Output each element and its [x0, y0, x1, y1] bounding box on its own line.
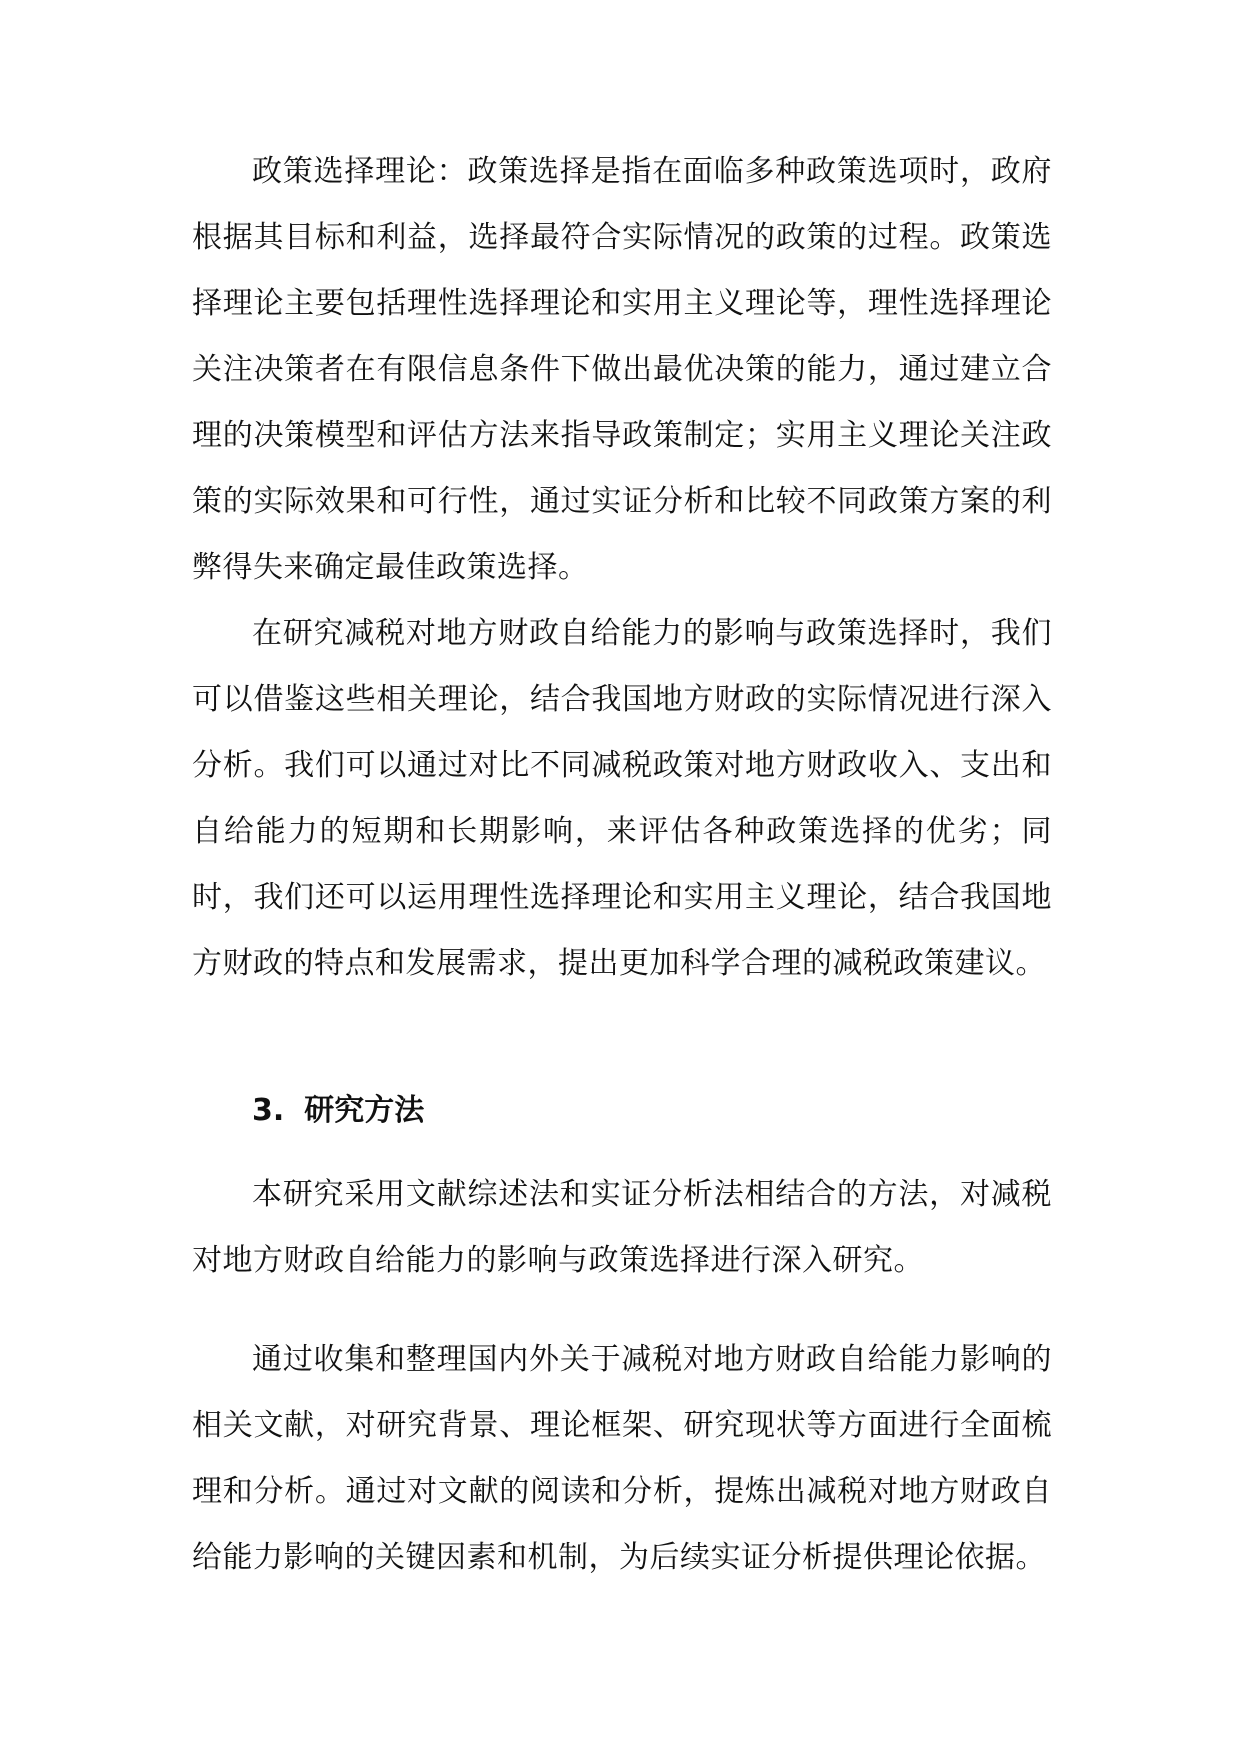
- section-title: 研究方法: [304, 1093, 425, 1128]
- paragraph-theory-application: 在研究减税对地方财政自给能力的影响与政策选择时，我们可以借鉴这些相关理论，结合我国地方财政的实际情况进行深入分析。我们可以通过对比不同减税政策对地方财政收入、支出和自给能力的短期和长期影响，来评估各种政策选择的优劣；同时，我们还可以运用理性选择理论和实用主义理论，结合我国地方财政的特点和发展需求，提出更加科学合理的减税政策建议。: [192, 616, 1052, 981]
- section-heading: [252, 1086, 424, 1136]
- section-number: 3.: [252, 1093, 285, 1128]
- paragraph-method-overview: 本研究采用文献综述法和实证分析法相结合的方法，对减税对地方财政自给能力的影响与政策选择进行深入研究。: [192, 1177, 1052, 1278]
- paragraph-literature-review: 通过收集和整理国内外关于减税对地方财政自给能力影响的相关文献，对研究背景、理论框架、研究现状等方面进行全面梳理和分析。通过对文献的阅读和分析，提炼出减税对地方财政自给能力影响的关键因素和机制，为后续实证分析提供理论依据。: [192, 1342, 1052, 1575]
- paragraph-policy-choice-theory: 政策选择理论：政策选择是指在面临多种政策选项时，政府根据其目标和利益，选择最符合实际情况的政策的过程。政策选择理论主要包括理性选择理论和实用主义理论等，理性选择理论关注决策者在有限信息条件下做出最优决策的能力，通过建立合理的决策模型和评估方法来指导政策制定；实用主义理论关注政策的实际效果和可行性，通过实证分析和比较不同政策方案的利弊得失来确定最佳政策选择。: [192, 154, 1052, 585]
